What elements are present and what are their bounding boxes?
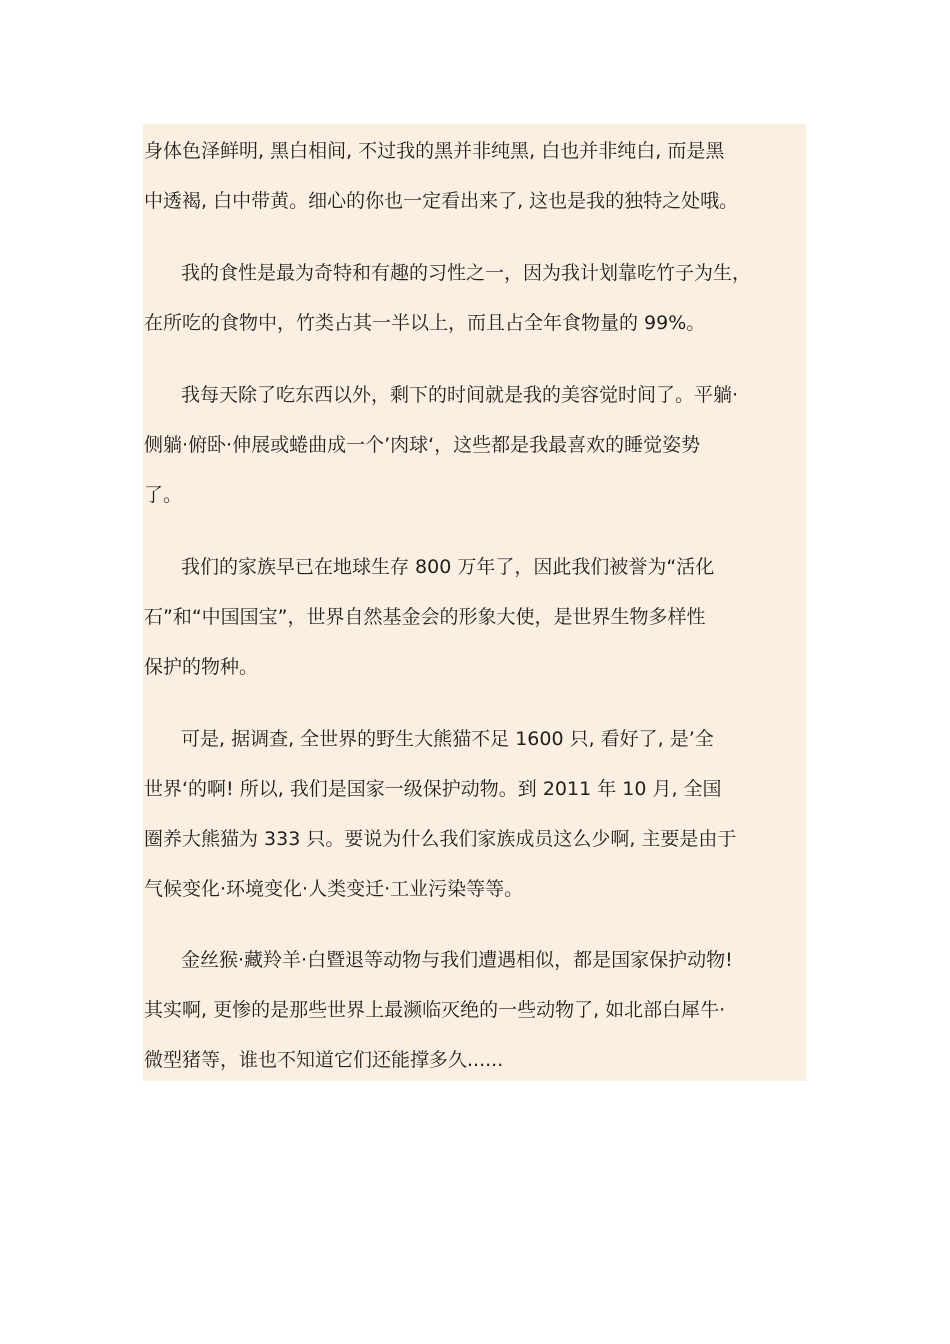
paragraph-3-line-3: 了。 [144, 484, 183, 506]
paragraph-2-line-2: 在所吃的食物中，竹类占其一半以上，而且占全年食物量的 99%。 [144, 312, 706, 334]
paragraph-3-line-1: 我每天除了吃东西以外，剩下的时间就是我的美容觉时间了。平躺· [181, 384, 739, 406]
paragraph-5-line-1: 可是, 据调查, 全世界的野生大熊猫不足 1600 只, 看好了, 是’全 [181, 728, 714, 750]
paragraph-5-line-3: 圈养大熊猫为 333 只。要说为什么我们家族成员这么少啊, 主要是由于 [144, 828, 737, 850]
paragraph-6-line-2: 其实啊, 更惨的是那些世界上最濒临灭绝的一些动物了, 如北部白犀牛· [144, 999, 726, 1021]
paragraph-4-line-2: 石”和“中国国宝”，世界自然基金会的形象大使，是世界生物多样性 [144, 606, 706, 628]
paragraph-5-line-2: 世界‘的啊! 所以, 我们是国家一级保护动物。到 2011 年 10 月, 全国 [144, 778, 722, 800]
paragraph-4-line-3: 保护的物种。 [144, 656, 259, 678]
paragraph-3-line-2: 侧躺·俯卧·伸展或蜷曲成一个’肉球‘，这些都是我最喜欢的睡觉姿势 [144, 434, 701, 456]
paragraph-1-line-2: 中透褐, 白中带黄。细心的你也一定看出来了, 这也是我的独特之处哦。 [144, 190, 739, 212]
paragraph-2-line-1: 我的食性是最为奇特和有趣的习性之一，因为我计划靠吃竹子为生， [181, 262, 752, 284]
paragraph-4-line-1: 我们的家族早已在地球生存 800 万年了，因此我们被誉为“活化 [181, 556, 715, 578]
paragraph-1-line-1: 身体色泽鲜明, 黑白相间, 不过我的黑并非纯黑, 白也并非纯白, 而是黑 [144, 140, 725, 162]
paragraph-5-line-4: 气候变化·环境变化·人类变迁·工业污染等等。 [144, 878, 524, 900]
paragraph-6-line-1: 金丝猴·藏羚羊·白暨退等动物与我们遭遇相似，都是国家保护动物! [181, 949, 733, 971]
paragraph-6-line-3: 微型猪等，谁也不知道它们还能撑多久...... [144, 1049, 504, 1071]
